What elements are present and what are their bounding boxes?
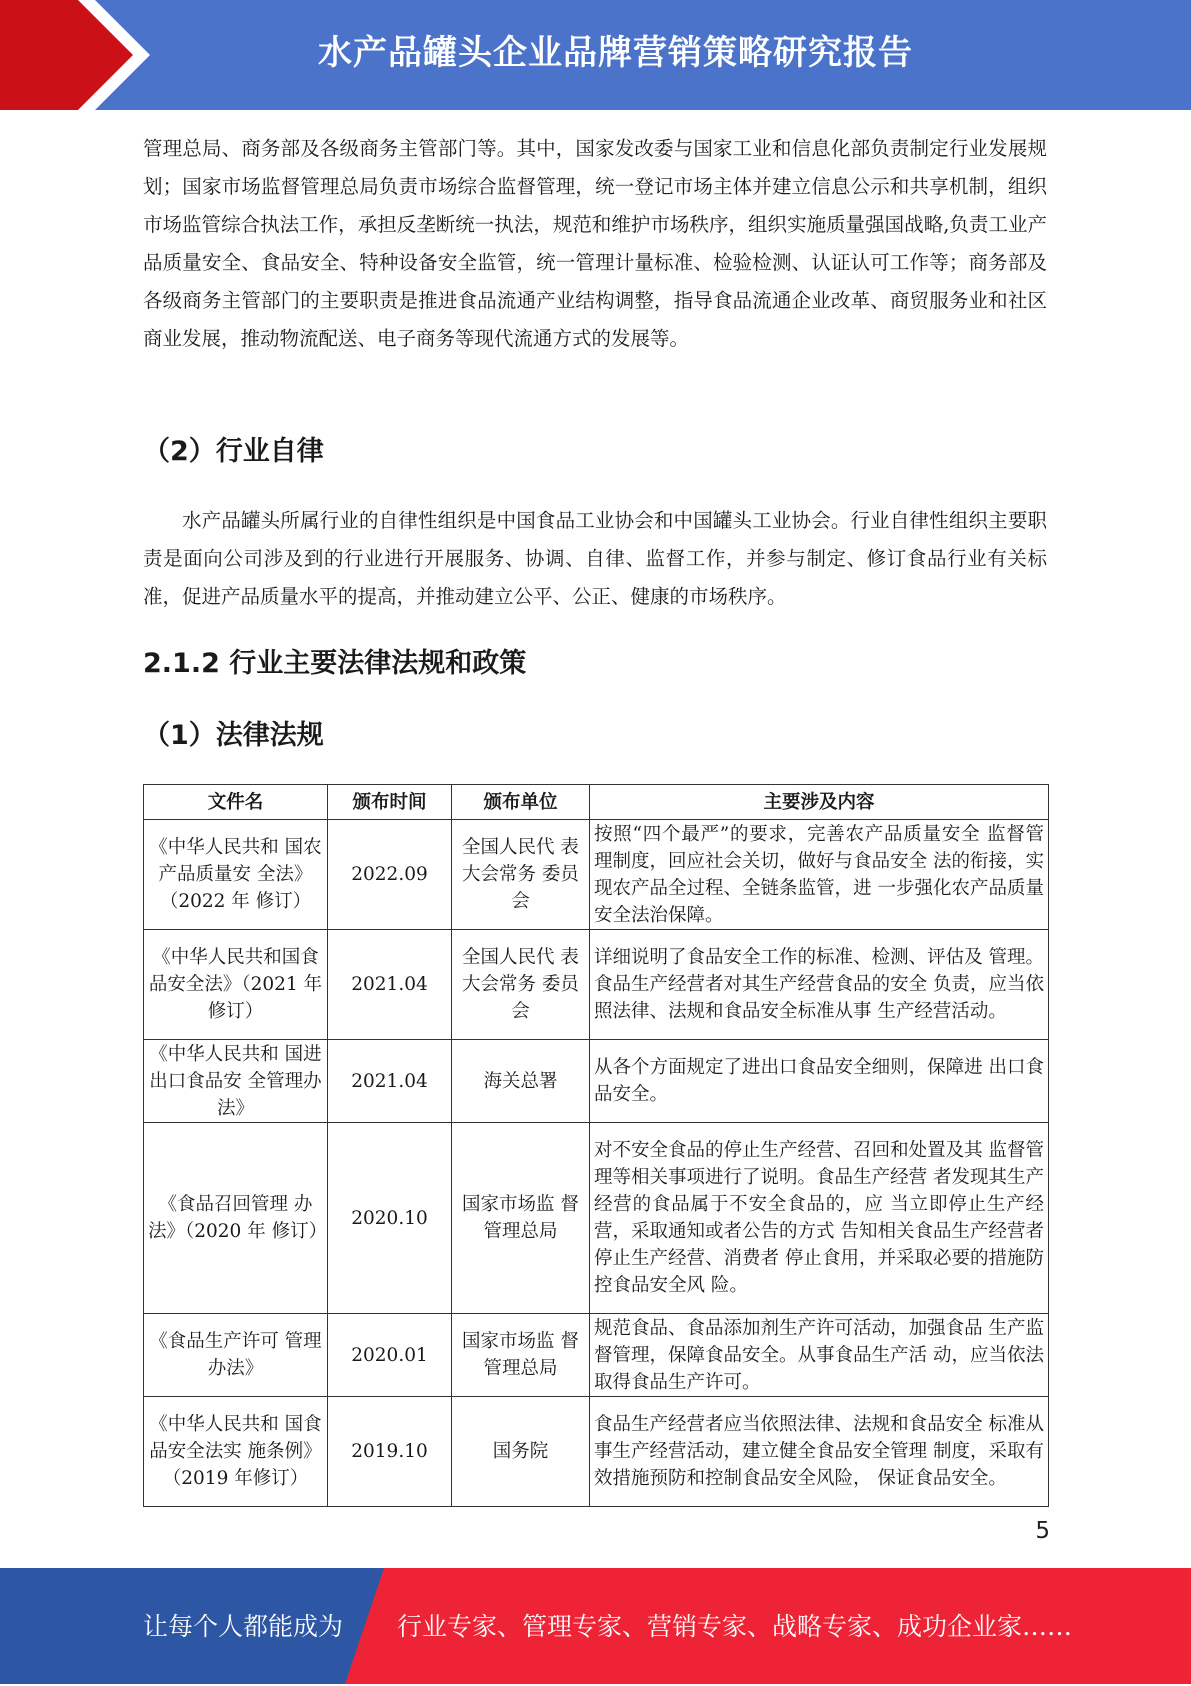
table-row	[144, 930, 1049, 1040]
cell-name: 《中华人民共和国食品安全法》（2021 年修订）	[144, 930, 328, 1040]
cell-content: 详细说明了食品安全工作的标准、检测、评估及 管理。食品生产经营者对其生产经营食品的安全 负责，应当依照法律、法规和食品安全标准从事 生产经营活动。	[590, 930, 1049, 1040]
cell-unit: 国家市场监 督管理总局	[452, 1123, 590, 1314]
cell-unit: 全国人民代 表大会常务 委员会	[452, 820, 590, 930]
cell-date: 2022.09	[328, 820, 452, 930]
column-header-name: 文件名	[144, 785, 328, 820]
column-header-date: 颁布时间	[328, 785, 452, 820]
main-content	[143, 130, 1047, 756]
laws-table	[143, 784, 1049, 1507]
page-header	[0, 0, 1191, 110]
cell-name: 《中华人民共和 国农产品质量安 全法》（2022 年 修订）	[144, 820, 328, 930]
page-number: 5	[1035, 1518, 1050, 1544]
paragraph-self-regulation: 水产品罐头所属行业的自律性组织是中国食品工业协会和中国罐头工业协会。行业自律性组织主要职责是面向公司涉及到的行业进行开展服务、协调、自律、监督工作，并参与制定、修订食品行业有关标准，促进产品质量水平的提高，并推动建立公平、公正、健康的市场秩序。	[143, 509, 1047, 608]
report-title: 水产品罐头企业品牌营销策略研究报告	[318, 33, 913, 73]
table-row	[144, 820, 1049, 930]
cell-content: 按照“四个最严”的要求，完善农产品质量安全 监督管理制度，回应社会关切，做好与食品安全 法的衔接，实现农产品全过程、全链条监管，进 一步强化农产品质量安全法治保障。	[590, 820, 1049, 930]
cell-unit: 国务院	[452, 1397, 590, 1507]
cell-content: 从各个方面规定了进出口食品安全细则，保障进 出口食品安全。	[590, 1040, 1049, 1123]
column-header-content: 主要涉及内容	[590, 785, 1049, 820]
section-heading: 2.1.2 行业主要法律法规和政策	[143, 648, 527, 679]
cell-unit: 全国人民代 表大会常务 委员会	[452, 930, 590, 1040]
cell-name: 《中华人民共和 国进出口食品安 全管理办法》	[144, 1040, 328, 1123]
cell-unit: 海关总署	[452, 1040, 590, 1123]
cell-content: 对不安全食品的停止生产经营、召回和处置及其 监督管理等相关事项进行了说明。食品生产经营 者发现其生产经营的食品属于不安全食品的，应 当立即停止生产经营，采取通知或者公告的方式 告知相关食品生产经营者停止生产经营、消费者 停止食用，并采取必要的措施防控食品安全风 险。	[590, 1123, 1049, 1314]
footer-slogan-left: 让每个人都能成为	[143, 1612, 344, 1641]
column-header-unit: 颁布单位	[452, 785, 590, 820]
table-row	[144, 1314, 1049, 1397]
paragraph-regulators: 管理总局、商务部及各级商务主管部门等。其中，国家发改委与国家工业和信息化部负责制定行业发展规划；国家市场监督管理总局负责市场综合监督管理，统一登记市场主体并建立信息公示和共享机制，组织市场监管综合执法工作，承担反垄断统一执法，规范和维护市场秩序，组织实施质量强国战略,负责工业产品质量安全、食品安全、特种设备安全监管，统一管理计量标准、检验检测、认证认可工作等；商务部及各级商务主管部门的主要职责是推进食品流通产业结构调整，指导食品流通企业改革、商贸服务业和社区商业发展，推动物流配送、电子商务等现代流通方式的发展等。	[143, 137, 1047, 350]
cell-date: 2019.10	[328, 1397, 452, 1507]
table-row	[144, 1123, 1049, 1314]
cell-unit: 国家市场监 督管理总局	[452, 1314, 590, 1397]
table-row	[144, 1397, 1049, 1507]
footer-slogan-right: 行业专家、管理专家、营销专家、战略专家、成功企业家……	[397, 1612, 1073, 1641]
heading-laws: （1）法律法规	[143, 720, 324, 751]
heading-self-regulation: （2）行业自律	[143, 436, 324, 467]
cell-name: 《食品召回管理 办法》（2020 年 修订）	[144, 1123, 328, 1314]
cell-date: 2021.04	[328, 930, 452, 1040]
cell-name: 《中华人民共和 国食品安全法实 施条例》（2019 年修订）	[144, 1397, 328, 1507]
cell-date: 2021.04	[328, 1040, 452, 1123]
page-footer	[0, 1568, 1191, 1684]
cell-date: 2020.01	[328, 1314, 452, 1397]
cell-date: 2020.10	[328, 1123, 452, 1314]
cell-name: 《食品生产许可 管理办法》	[144, 1314, 328, 1397]
table-row	[144, 1040, 1049, 1123]
cell-content: 规范食品、食品添加剂生产许可活动，加强食品 生产监督管理，保障食品安全。从事食品生产活 动，应当依法取得食品生产许可。	[590, 1314, 1049, 1397]
table-header-row	[144, 785, 1049, 820]
cell-content: 食品生产经营者应当依照法律、法规和食品安全 标准从事生产经营活动，建立健全食品安全管理 制度，采取有效措施预防和控制食品安全风险， 保证食品安全。	[590, 1397, 1049, 1507]
